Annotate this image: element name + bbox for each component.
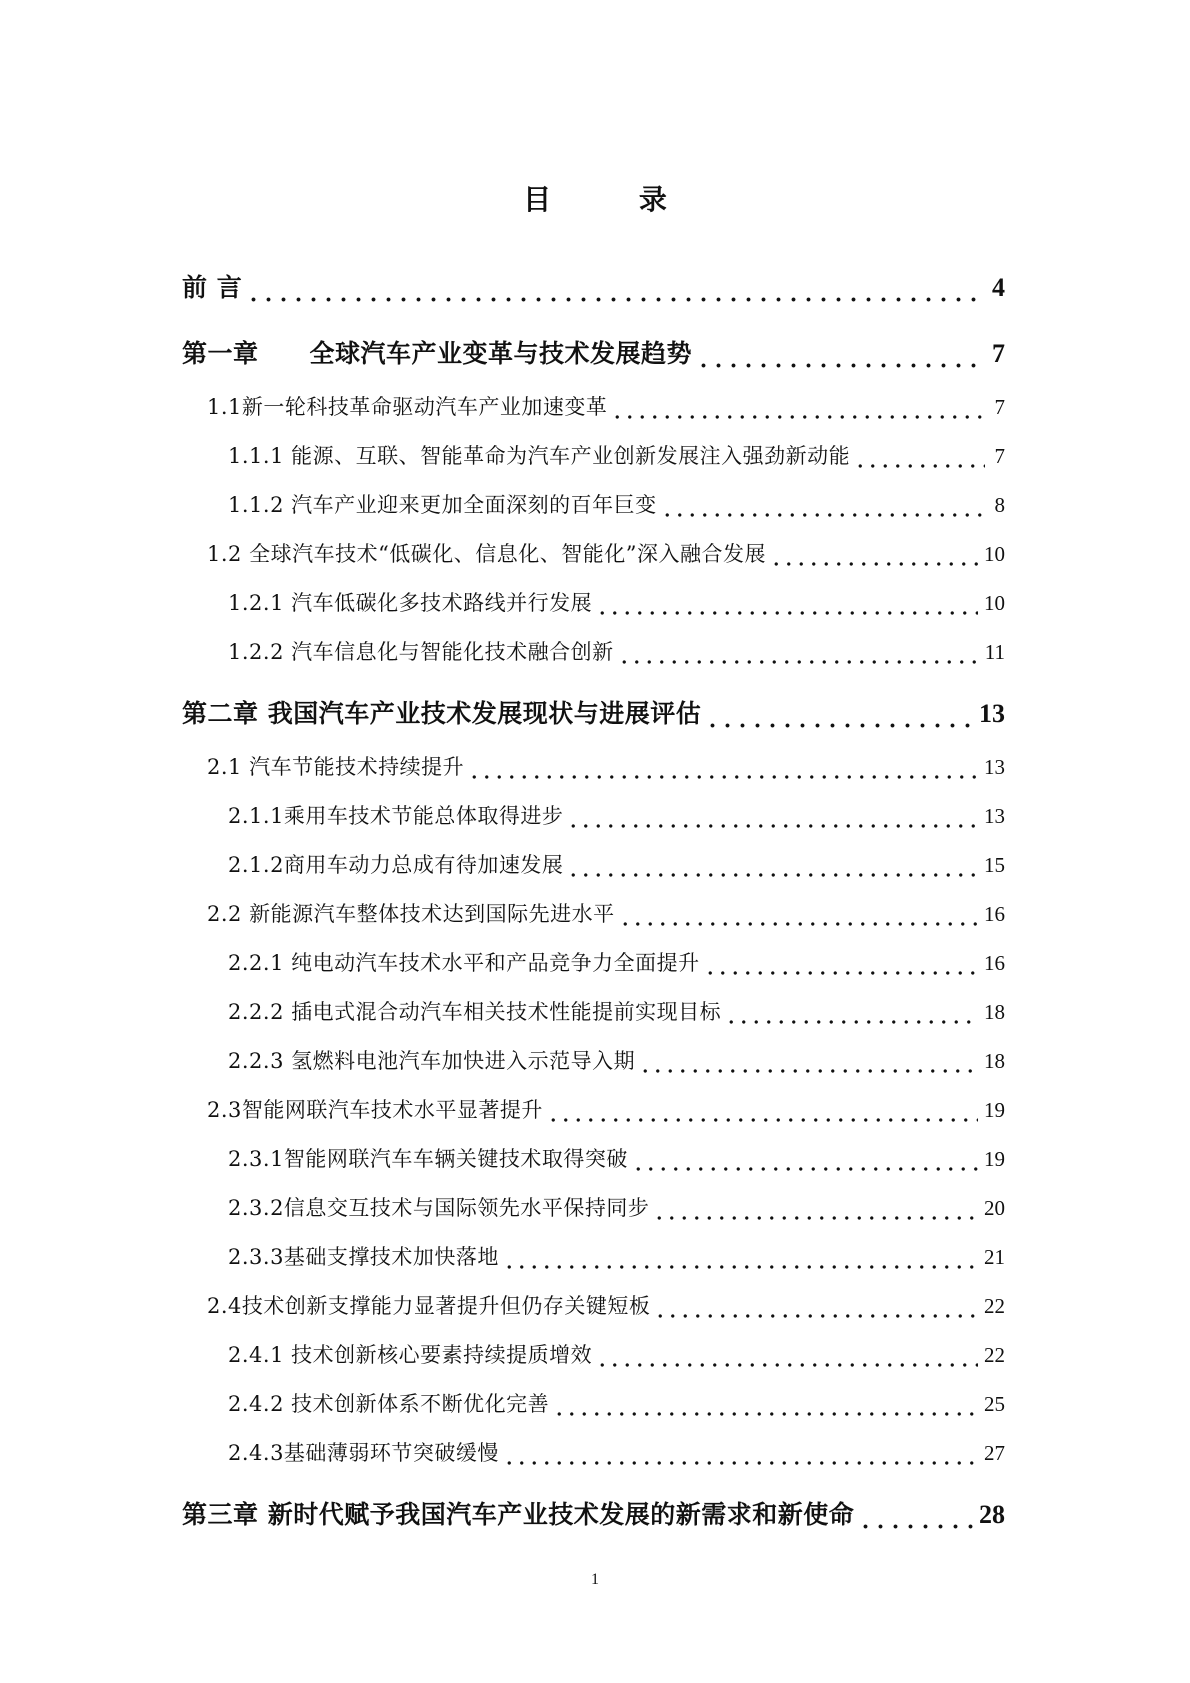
toc-entry-chapter-1[interactable]: [182, 325, 1005, 383]
toc-entry-section-2-4-2[interactable]: [182, 1380, 1005, 1429]
toc-entry-label: 2.1.2商用车动力总成有待加速发展: [228, 853, 564, 877]
toc-entry-section-2-3-2[interactable]: [182, 1184, 1005, 1233]
toc-entry-section-1-1[interactable]: [182, 383, 1005, 432]
toc-entry-label: 2.3.1智能网联汽车车辆关键技术取得突破: [228, 1147, 628, 1171]
toc-entry-page: 19: [984, 1098, 1005, 1122]
toc-entry-page: 22: [984, 1294, 1005, 1318]
toc-entry-page: 11: [984, 640, 1005, 664]
toc-entry-page: 7: [992, 339, 1005, 368]
dot-leader: [547, 1086, 978, 1135]
toc-entry-section-2-3-3[interactable]: [182, 1233, 1005, 1282]
toc-entry-label: 2.2 新能源汽车整体技术达到国际先进水平: [207, 902, 615, 926]
toc-entry-section-1-2[interactable]: [182, 530, 1005, 579]
toc-entry-page: 7: [994, 444, 1005, 468]
dot-leader: [632, 1135, 978, 1184]
toc-entry-page: 13: [984, 755, 1005, 779]
toc-entry-label: 第三章 新时代赋予我国汽车产业技术发展的新需求和新使命: [182, 1500, 855, 1529]
toc-entry-section-2-2-3[interactable]: [182, 1037, 1005, 1086]
toc-entry-label: 2.3.2信息交互技术与国际领先水平保持同步: [228, 1196, 650, 1220]
toc-entry-page: 18: [984, 1000, 1005, 1024]
dot-leader: [858, 1486, 973, 1544]
dot-leader: [654, 1282, 978, 1331]
toc-entry-section-2-2[interactable]: [182, 890, 1005, 939]
dot-leader: [770, 530, 978, 579]
dot-leader: [611, 383, 985, 432]
toc-entry-chapter-2[interactable]: [182, 685, 1005, 743]
toc-entry-label: 前 言: [182, 273, 243, 302]
toc-entry-page: 8: [994, 493, 1005, 517]
toc-entry-section-1-1-1[interactable]: [182, 432, 1005, 481]
toc-entry-label: 第二章 我国汽车产业技术发展现状与进展评估: [182, 699, 702, 728]
toc-entry-section-2-2-1[interactable]: [182, 939, 1005, 988]
toc-entry-label: 2.3智能网联汽车技术水平显著提升: [207, 1098, 543, 1122]
toc-entry-page: 19: [984, 1147, 1005, 1171]
toc-entry-page: 27: [984, 1441, 1005, 1465]
toc-entry-page: 28: [979, 1500, 1005, 1529]
toc-entry-page: 15: [984, 853, 1005, 877]
toc-entry-section-2-4[interactable]: [182, 1282, 1005, 1331]
toc-entry-page: 13: [979, 699, 1005, 728]
toc-entry-label: 1.2.1 汽车低碳化多技术路线并行发展: [228, 591, 593, 615]
page-number: 1: [591, 1571, 599, 1588]
toc-entry-page: 16: [984, 951, 1005, 975]
dot-leader: [596, 1331, 978, 1380]
toc-title: 目 录: [523, 183, 667, 216]
toc-entry-section-2-3-1[interactable]: [182, 1135, 1005, 1184]
dot-leader: [553, 1380, 978, 1429]
dot-leader: [503, 1429, 978, 1478]
dot-leader: [567, 841, 978, 890]
dot-leader: [661, 481, 985, 530]
toc-entry-label: 2.1 汽车节能技术持续提升: [207, 755, 465, 779]
dot-leader: [596, 579, 978, 628]
toc-entry-page: 10: [984, 542, 1005, 566]
toc-entry-page: 22: [984, 1343, 1005, 1367]
table-of-contents: [182, 259, 1005, 1544]
toc-entry-section-2-4-1[interactable]: [182, 1331, 1005, 1380]
toc-entry-page: 20: [984, 1196, 1005, 1220]
toc-entry-page: 21: [984, 1245, 1005, 1269]
dot-leader: [468, 743, 978, 792]
toc-entry-section-1-2-1[interactable]: [182, 579, 1005, 628]
toc-entry-page: 25: [984, 1392, 1005, 1416]
toc-entry-section-1-2-2[interactable]: [182, 628, 1005, 677]
dot-leader: [618, 628, 979, 677]
dot-leader: [503, 1233, 978, 1282]
dot-leader: [854, 432, 985, 481]
toc-entry-label: 2.3.3基础支撑技术加快落地: [228, 1245, 499, 1269]
toc-entry-section-2-1-1[interactable]: [182, 792, 1005, 841]
dot-leader: [567, 792, 978, 841]
toc-entry-section-2-1[interactable]: [182, 743, 1005, 792]
dot-leader: [639, 1037, 978, 1086]
toc-entry-label: 2.2.1 纯电动汽车技术水平和产品竞争力全面提升: [228, 951, 700, 975]
dot-leader: [653, 1184, 978, 1233]
toc-entry-label: 2.2.3 氢燃料电池汽车加快进入示范导入期: [228, 1049, 636, 1073]
toc-entry-page: 10: [984, 591, 1005, 615]
toc-entry-section-2-2-2[interactable]: [182, 988, 1005, 1037]
dot-leader: [696, 325, 985, 383]
dot-leader: [704, 939, 978, 988]
toc-entry-label: 2.2.2 插电式混合动汽车相关技术性能提前实现目标: [228, 1000, 722, 1024]
toc-entry-section-2-1-2[interactable]: [182, 841, 1005, 890]
toc-entry-label: 2.4.3基础薄弱环节突破缓慢: [228, 1441, 499, 1465]
dot-leader: [725, 988, 978, 1037]
toc-entry-label: 1.1新一轮科技革命驱动汽车产业加速变革: [207, 395, 608, 419]
toc-entry-label: 1.2.2 汽车信息化与智能化技术融合创新: [228, 640, 614, 664]
toc-entry-label: 1.1.2 汽车产业迎来更加全面深刻的百年巨变: [228, 493, 657, 517]
dot-leader: [246, 259, 985, 317]
toc-entry-page: 16: [984, 902, 1005, 926]
dot-leader: [705, 685, 973, 743]
toc-entry-chapter-3[interactable]: [182, 1486, 1005, 1544]
toc-entry-section-1-1-2[interactable]: [182, 481, 1005, 530]
toc-entry-section-2-3[interactable]: [182, 1086, 1005, 1135]
dot-leader: [619, 890, 978, 939]
toc-entry-label: 1.2 全球汽车技术“低碳化、信息化、智能化”深入融合发展: [207, 542, 767, 566]
toc-entry-page: 13: [984, 804, 1005, 828]
toc-entry-label: 2.1.1乘用车技术节能总体取得进步: [228, 804, 564, 828]
toc-entry-page: 4: [992, 273, 1005, 302]
toc-entry-label: 2.4.1 技术创新核心要素持续提质增效: [228, 1343, 593, 1367]
toc-entry-label: 1.1.1 能源、互联、智能革命为汽车产业创新发展注入强劲新动能: [228, 444, 851, 468]
toc-entry-page: 18: [984, 1049, 1005, 1073]
toc-entry-label: 2.4技术创新支撑能力显著提升但仍存关键短板: [207, 1294, 651, 1318]
toc-entry-label: 2.4.2 技术创新体系不断优化完善: [228, 1392, 550, 1416]
toc-entry-label: 第一章 全球汽车产业变革与技术发展趋势: [182, 339, 693, 368]
toc-entry-preface[interactable]: [182, 259, 1005, 317]
toc-entry-page: 7: [994, 395, 1005, 419]
toc-entry-section-2-4-3[interactable]: [182, 1429, 1005, 1478]
